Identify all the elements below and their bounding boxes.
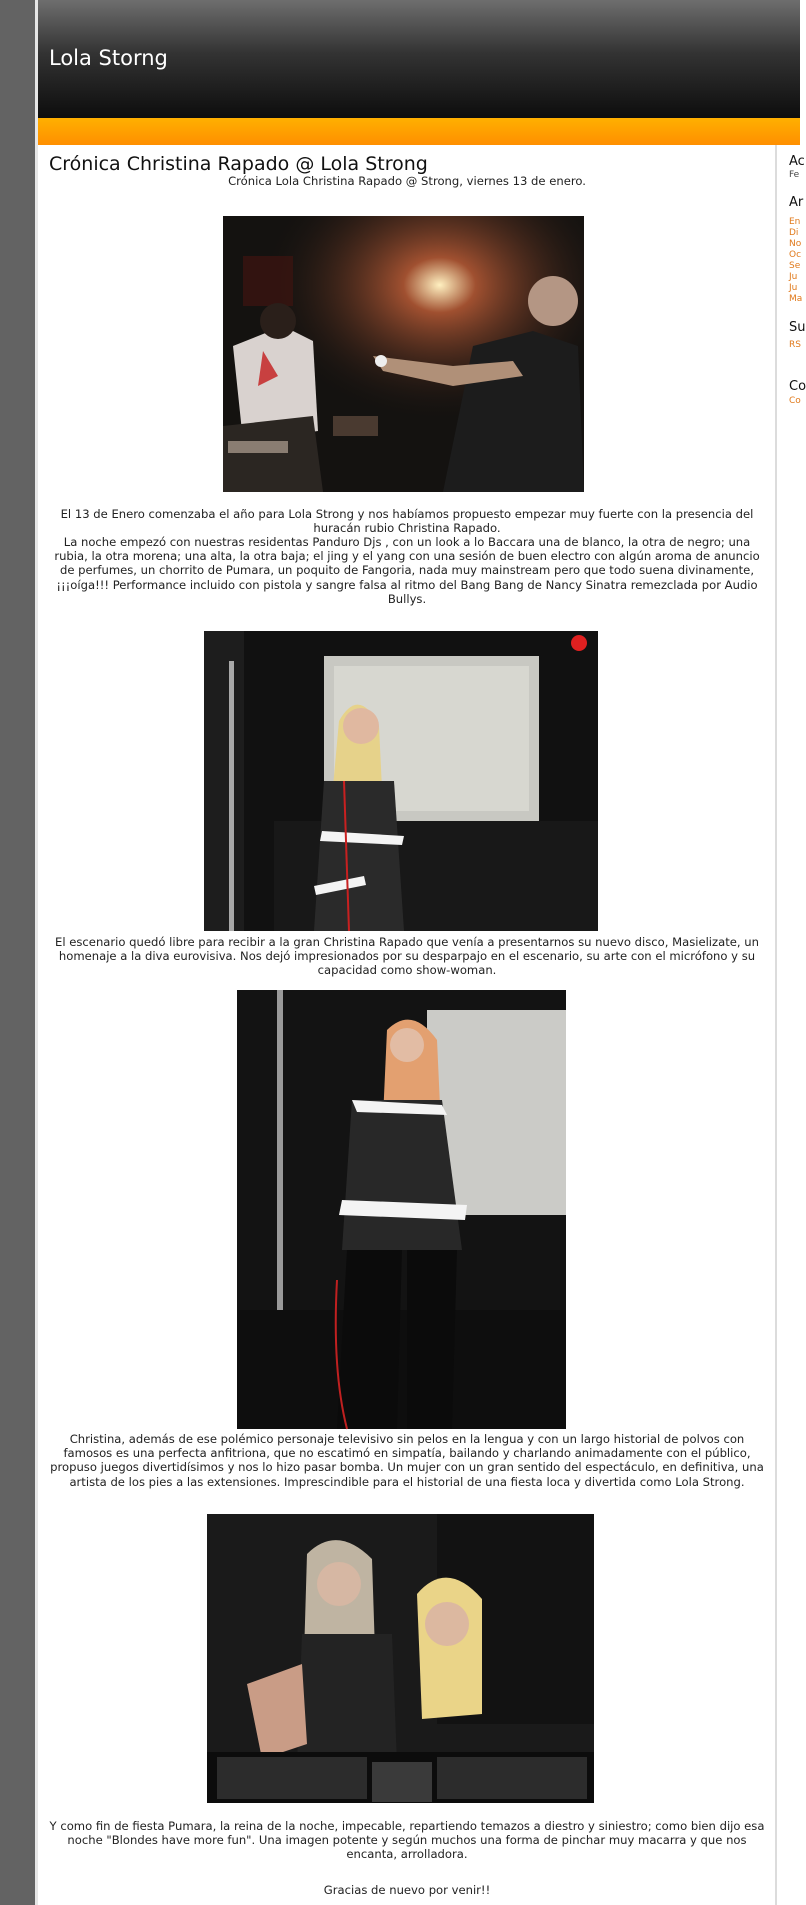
site-header [38, 0, 800, 118]
sidebar [789, 145, 806, 1905]
rss-link[interactable]: RS [789, 340, 801, 350]
header-accent-bar [38, 118, 800, 145]
post-title[interactable]: Crónica Christina Rapado @ Lola Strong [49, 153, 428, 175]
contact-link[interactable]: Co [789, 396, 801, 406]
photo-christina-pose [237, 990, 566, 1429]
archive-link-3[interactable]: No [789, 239, 802, 249]
post-content [38, 145, 776, 1905]
post-subtitle: Crónica Lola Christina Rapado @ Strong, viernes 13 de enero. [228, 174, 586, 188]
post-paragraph-4: Christina, además de ese polémico personaje televisivo sin pelos en la lengua y con un largo historial de polvos con famosos es una perfecta anfitriona, que no escatimó en simpatía, bailando y charlando animadamente con el público, propuso juegos divertidísimos y nos lo hizo pasar bomba. Un mujer con un gran sentido del espectáculo, en definitiva, una artista de los pies a las extensiones. Imprescindible para el historial de una fiesta loca y divertida como Lola Strong. [50, 1432, 764, 1489]
sidebar-heading-activity: Ac [789, 154, 805, 169]
sidebar-text-date: Fe [789, 170, 800, 180]
post-paragraph-2: La noche empezó con nuestras residentas Panduro Djs , con un look a lo Baccara una de blanco, la otra de negro; una rubia, la otra morena; una alta, la otra baja; el jing y el yang con una sesión de buen electro con algún aroma de anuncio de perfumes, un chorrito de Pumara, un poquito de Fangoria, nada muy mainstream pero que todo suena divinamente,¡¡¡oíga!!! Performance incluido con pistola y sangre falsa al ritmo del Bang Bang de Nancy Sinatra remezclada por Audio Bullys. [54, 535, 760, 606]
archive-link-2[interactable]: Di [789, 228, 799, 238]
archive-link-8[interactable]: Ma [789, 294, 803, 304]
site-title[interactable]: Lola Storng [49, 46, 168, 70]
photo-christina-stage [204, 631, 598, 931]
sidebar-heading-archive: Ar [789, 195, 804, 210]
sidebar-heading-subscribe: Su [789, 320, 806, 335]
photo-dj-booth [207, 1514, 594, 1803]
post-paragraph-3: El escenario quedó libre para recibir a la gran Christina Rapado que venía a presentarnos su nuevo disco, Masielizate, un homenaje a la diva eurovisiva. Nos dejó impresionados por su desparpajo en el escenario, su arte con el micrófono y su capacidad como show-woman. [55, 935, 759, 978]
archive-link-5[interactable]: Se [789, 261, 801, 271]
photo-panduro-djs [223, 216, 584, 492]
post-paragraph-1: El 13 de Enero comenzaba el año para Lola Strong y nos habíamos propuesto empezar muy fuerte con la presencia del huracán rubio Christina Rapado. [60, 507, 754, 536]
archive-link-6[interactable]: Ju [789, 272, 798, 282]
sidebar-divider [775, 145, 777, 1905]
post-closing: Gracias de nuevo por venir!! [323, 1883, 491, 1897]
archive-link-1[interactable]: En [789, 217, 801, 227]
archive-link-7[interactable]: Ju [789, 283, 798, 293]
left-side-bar [0, 0, 35, 1905]
archive-link-4[interactable]: Oc [789, 250, 802, 260]
sidebar-heading-contact: Co [789, 379, 806, 394]
post-paragraph-5: Y como fin de fiesta Pumara, la reina de la noche, impecable, repartiendo temazos a diestro y siniestro; como bien dijo esa noche "Blondes have more fun". Una imagen potente y según muchos una forma de pinchar muy macarra y que nos encanta, arrolladora. [49, 1819, 765, 1862]
